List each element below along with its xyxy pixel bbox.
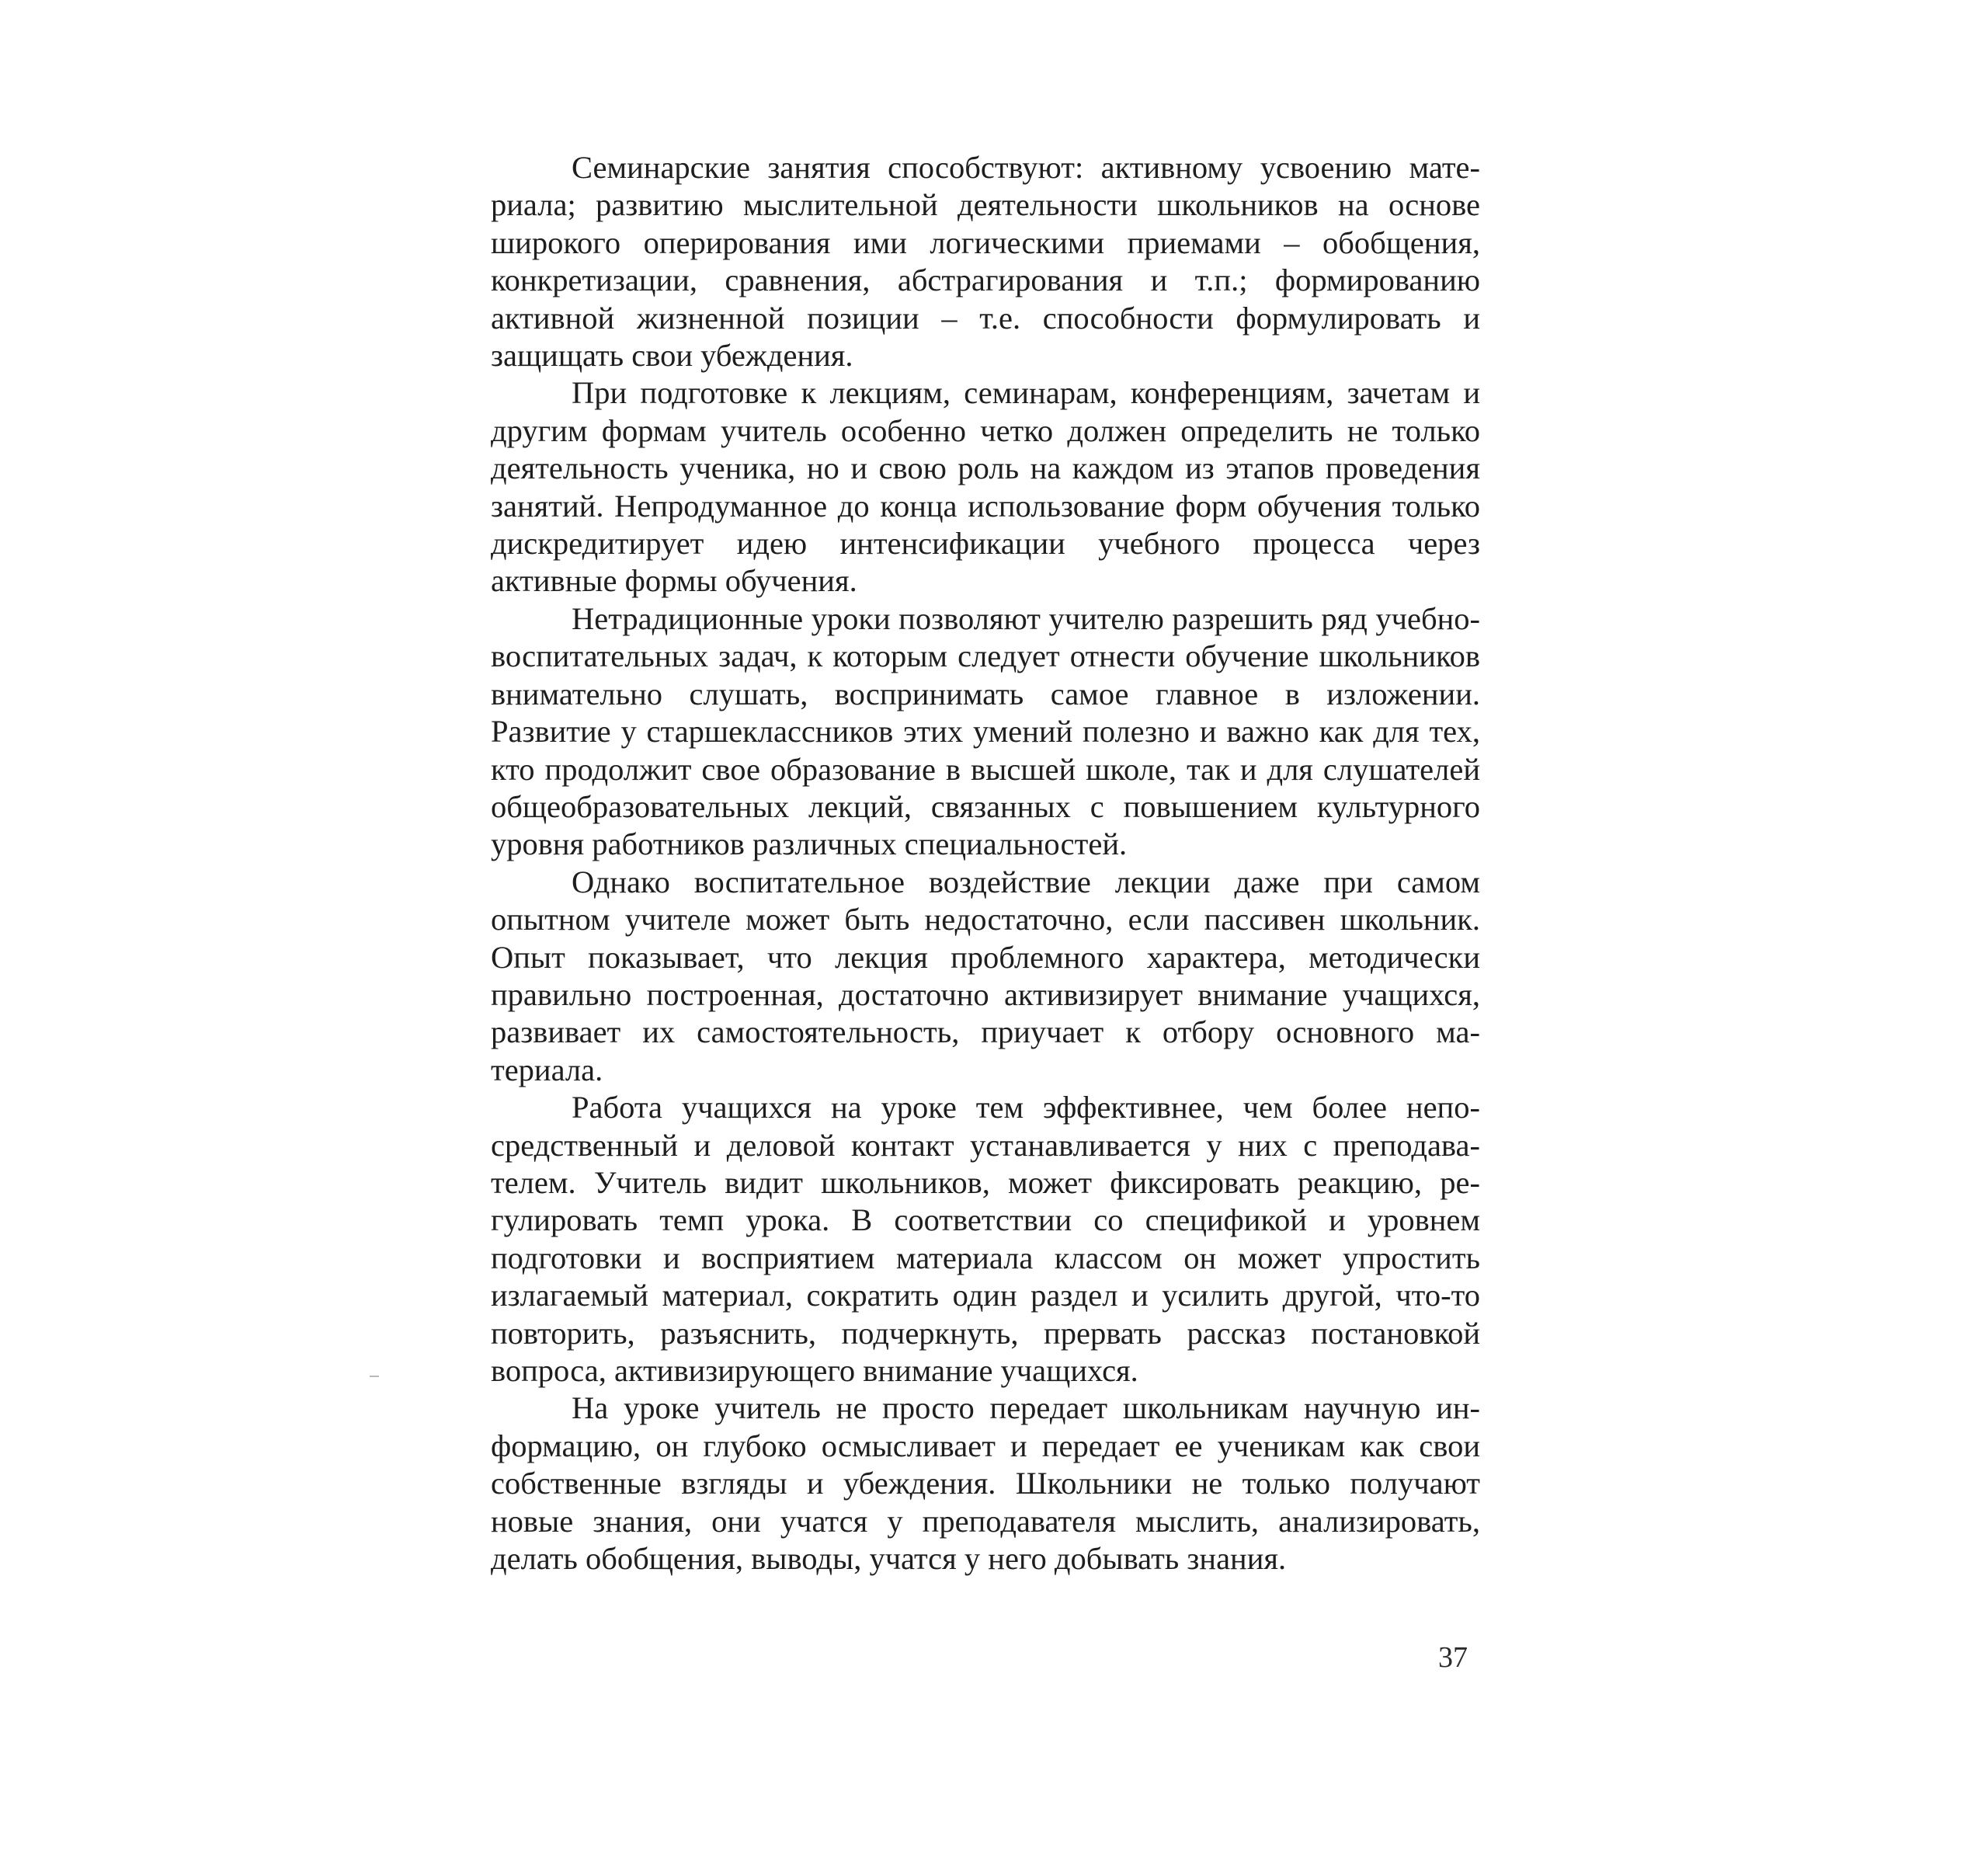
page-number: 37: [1438, 1641, 1468, 1674]
scan-artifact: [370, 1376, 379, 1377]
paragraph-2: При подготовке к лекциям, семинарам, конференциям, зачетам и другим формам учитель особенно четко должен определить не только деятельность ученика, но и свою роль на каждом из этапов проведения занятий. Непродуманное до конца использование форм обучения только дискредитирует идею интенсификации учебного процесса через активные формы обучения.: [491, 375, 1480, 599]
paragraph-4: Однако воспитательное воздействие лекции даже при самом опытном учителе может быть недостаточно, если пассивен школьник. Опыт показывает, что лекция проблемного характера, методически правильно построенная, достаточно активизирует внимание учащихся, развивает их самостоятельность, приучает к отбору основного материала.: [491, 864, 1480, 1087]
paragraph-1: Семинарские занятия способствуют: активному усвоению материала; развитию мыслительной деятельности школьников на основе широкого оперирования ими логическими приемами – обобщения, конкретизации, сравнения, абстрагирования и т.п.; формированию активной жизненной позиции – т.е. способности формулировать и защищать свои убеждения.: [491, 150, 1480, 374]
paragraph-6: На уроке учитель не просто передает школьникам научную информацию, он глубоко осмысливает и передает ее ученикам как свои собственные взгляды и убеждения. Школьники не только получают новые знания, они учатся у преподавателя мыслить, анализировать, делать обобщения, выводы, учатся у него добывать знания.: [491, 1390, 1480, 1577]
paragraph-3: Нетрадиционные уроки позволяют учителю разрешить ряд учебно-воспитательных задач, к которым следует отнести обучение школьников внимательно слушать, воспринимать самое главное в изложении. Развитие у старшеклассников этих умений полезно и важно как для тех, кто продолжит свое образование в высшей школе, так и для слушателей общеобразовательных лекций, связанных с повышением культурного уровня работников различных специальностей.: [491, 600, 1480, 862]
body-text: [491, 149, 1480, 1578]
paragraph-5: Работа учащихся на уроке тем эффективнее, чем более непосредственный и деловой контакт устанавливается у них с преподавателем. Учитель видит школьников, может фиксировать реакцию, регулировать темп урока. В соответствии со спецификой и уровнем подготовки и восприятием материала классом он может упростить излагаемый материал, сократить один раздел и усилить другой, что-то повторить, разъяснить, подчеркнуть, прервать рассказ постановкой вопроса, активизирующего внимание учащихся.: [491, 1090, 1480, 1388]
